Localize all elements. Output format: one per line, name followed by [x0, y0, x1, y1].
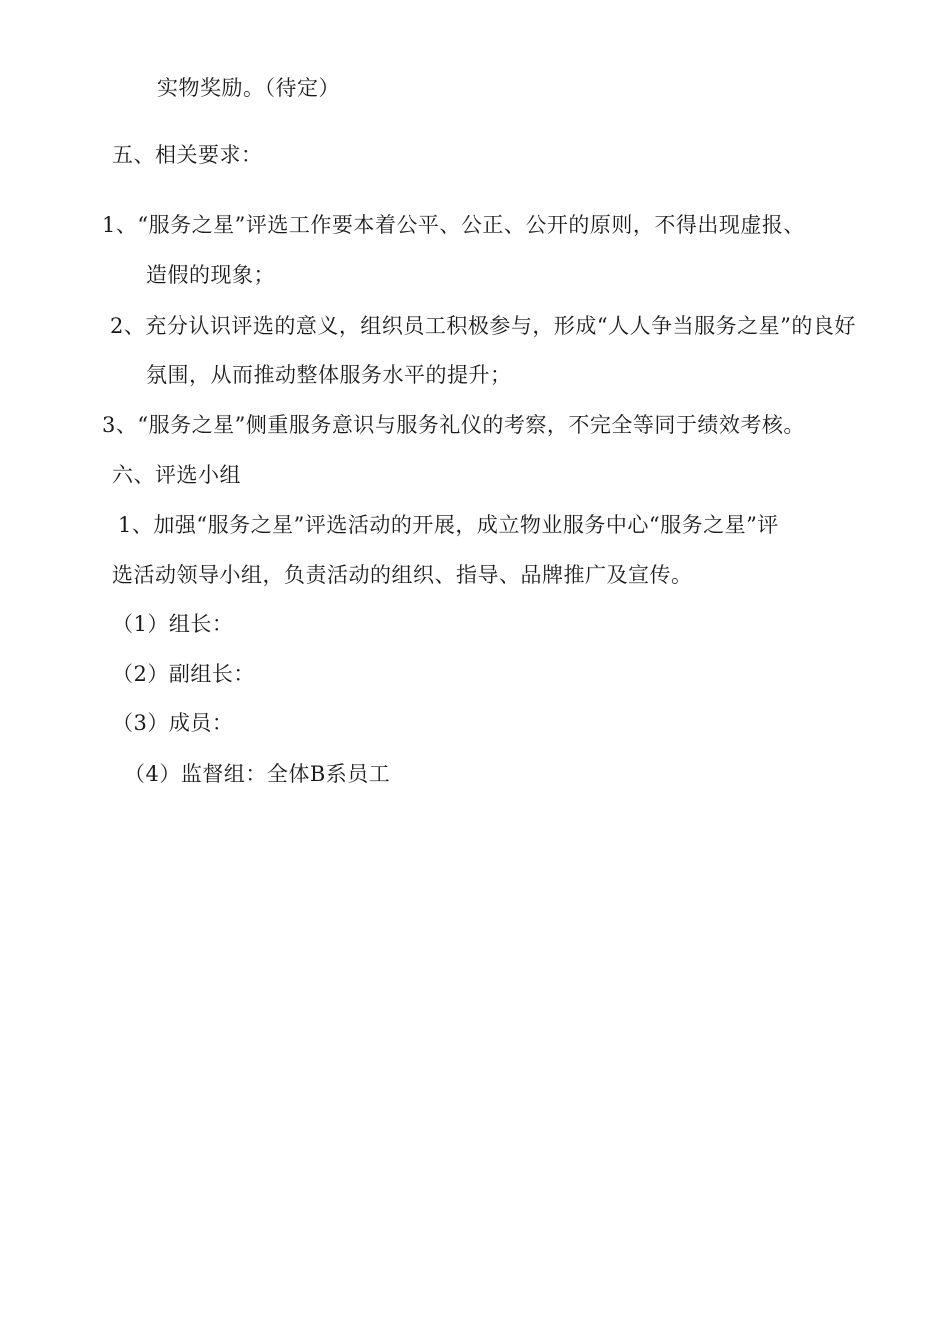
requirement-2-line-1: 2、充分认识评选的意义，组织员工积极参与，形成“人人争当服务之星”的良好: [110, 314, 856, 338]
requirement-3-line-1: 3、“服务之星”侧重服务意识与服务礼仪的考察，不完全等同于绩效考核。: [102, 413, 805, 437]
requirement-2-line-2: 氛围，从而推动整体服务水平的提升；: [146, 363, 512, 387]
section-6-heading: 六、评选小组: [112, 463, 241, 487]
group-intro-line-2: 选活动领导小组，负责活动的组织、指导、品牌推广及宣传。: [112, 563, 693, 587]
reward-continuation-text: 实物奖励。（待定）: [157, 76, 340, 100]
supervision-group-item: （4）监督组：全体B系员工: [124, 762, 391, 786]
members-item: （3）成员：: [112, 711, 234, 735]
requirement-1-line-1: 1、“服务之星”评选工作要本着公平、公正、公开的原则，不得出现虚报、: [102, 213, 805, 237]
group-leader-item: （1）组长：: [112, 612, 234, 636]
section-5-heading: 五、相关要求：: [112, 143, 263, 167]
group-intro-line-1: 1、加强“服务之星”评选活动的开展，成立物业服务中心“服务之星”评: [118, 513, 779, 537]
deputy-leader-item: （2）副组长：: [112, 662, 255, 686]
requirement-1-line-2: 造假的现象；: [146, 263, 275, 287]
